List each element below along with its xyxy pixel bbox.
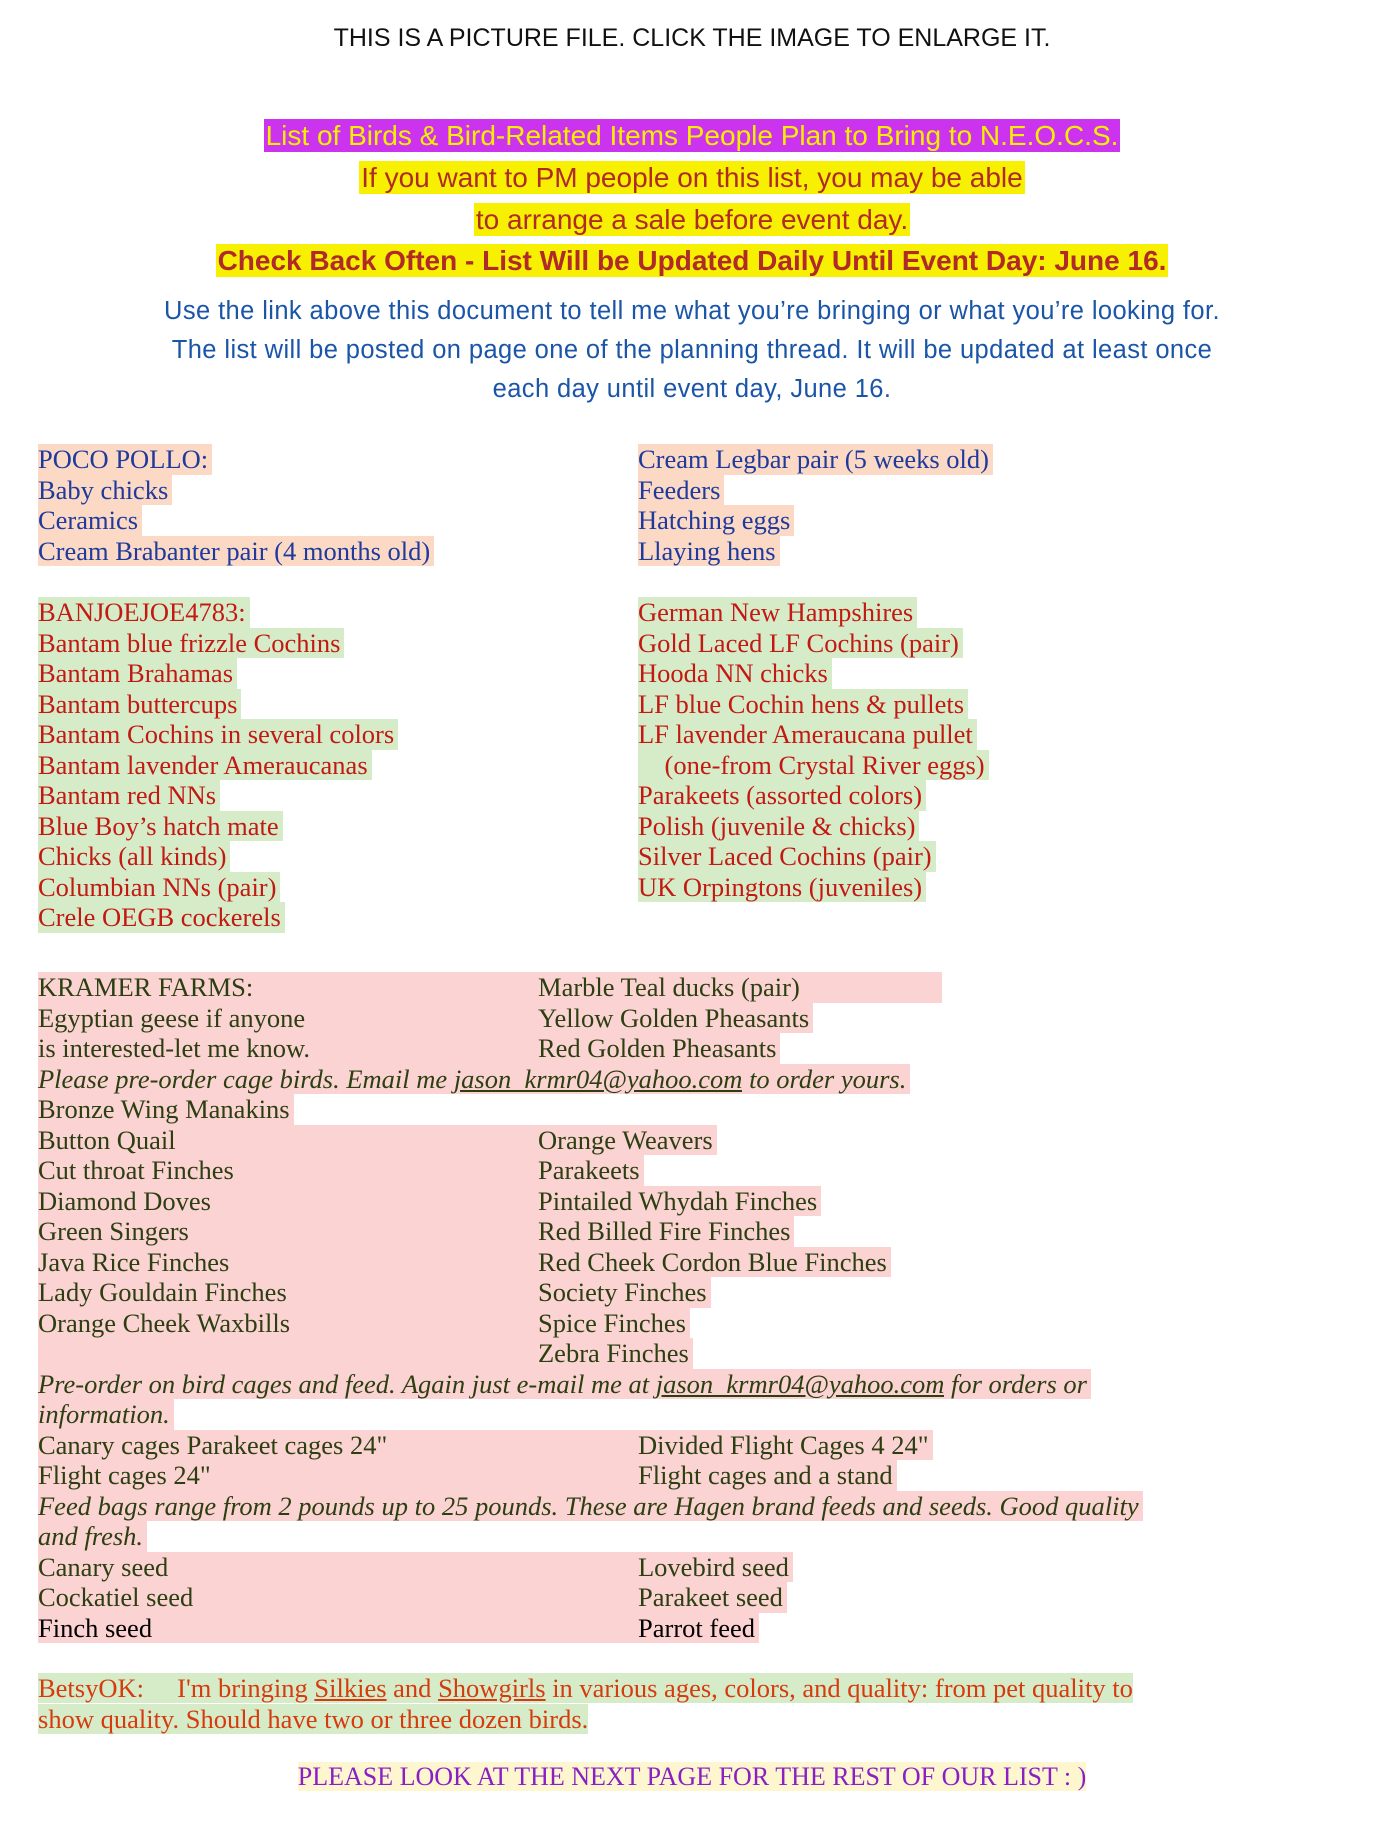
list-item: UK Orpingtons (juveniles) xyxy=(638,872,926,903)
list-item: Yellow Golden Pheasants xyxy=(538,1003,813,1034)
list-item: Blue Boy’s hatch mate xyxy=(38,811,283,842)
next-page-notice xyxy=(0,1762,1384,1792)
feed-note: and fresh. xyxy=(38,1521,147,1552)
preorder-text: to order yours. xyxy=(742,1063,907,1094)
list-item: Chicks (all kinds) xyxy=(38,841,230,872)
list-item: Bantam Brahamas xyxy=(38,658,237,689)
list-item: Bantam Cochins in several colors xyxy=(38,719,398,750)
cages-note-text: Pre-order on bird cages and feed. Again just e-mail me at xyxy=(38,1368,656,1399)
betsy-text: I'm bringing xyxy=(177,1673,315,1703)
seller-name: POCO POLLO: xyxy=(38,444,212,475)
list-item: Parakeets (assorted colors) xyxy=(638,780,926,811)
list-item: Ceramics xyxy=(38,505,142,536)
list-item: Canary seed xyxy=(38,1552,638,1583)
intro-paragraph xyxy=(30,292,1354,409)
intro-line: Use the link above this document to tell me what you’re bringing or what you’re looking for. xyxy=(164,297,1220,325)
seller-name: BetsyOK: xyxy=(38,1673,144,1703)
showgirls-link[interactable]: Showgirls xyxy=(438,1673,546,1703)
list-item: Zebra Finches xyxy=(538,1338,693,1369)
list-item: Divided Flight Cages 4 24" xyxy=(638,1430,933,1461)
email-link[interactable]: jason_krmr04@yahoo.com xyxy=(453,1063,743,1094)
list-item: Columbian NNs (pair) xyxy=(38,872,280,903)
list-item: German New Hampshires xyxy=(638,597,917,628)
list-item: Bantam lavender Ameraucanas xyxy=(38,750,372,781)
list-item: Hatching eggs xyxy=(638,505,794,536)
headline-title xyxy=(0,120,1384,152)
intro-line: The list will be posted on page one of the planning thread. It will be updated at least once xyxy=(171,336,1213,364)
next-page-text: PLEASE LOOK AT THE NEXT PAGE FOR THE REST OF OUR LIST : ) xyxy=(297,1762,1087,1791)
list-item: Flight cages and a stand xyxy=(638,1460,897,1491)
list-item: Parrot feed xyxy=(638,1613,759,1644)
list-item: Parakeets xyxy=(538,1155,644,1186)
list-item: Parakeet seed xyxy=(638,1582,787,1613)
list-item: Finch seed xyxy=(38,1613,638,1644)
list-item: Society Finches xyxy=(538,1277,711,1308)
list-item: Cream Brabanter pair (4 months old) xyxy=(38,536,434,567)
list-item: Gold Laced LF Cochins (pair) xyxy=(638,628,963,659)
headline-pm xyxy=(0,162,1384,194)
list-item: Marble Teal ducks (pair) xyxy=(538,972,942,1003)
list-item: Silver Laced Cochins (pair) xyxy=(638,841,936,872)
list-item: Pintailed Whydah Finches xyxy=(538,1186,821,1217)
list-item: Button Quail xyxy=(38,1125,538,1156)
list-item: Green Singers xyxy=(38,1216,538,1247)
list-item: LF blue Cochin hens & pullets xyxy=(638,689,968,720)
betsy-text: show quality. Should have two or three dozen birds. xyxy=(38,1703,589,1734)
list-item: Orange Cheek Waxbills xyxy=(38,1308,538,1339)
list-item: (one-from Crystal River eggs) xyxy=(638,750,989,781)
headline-sale xyxy=(0,204,1384,236)
list-item: Red Golden Pheasants xyxy=(538,1033,780,1064)
list-item: Bantam buttercups xyxy=(38,689,241,720)
list-item: Hooda NN chicks xyxy=(638,658,832,689)
list-item: Bantam red NNs xyxy=(38,780,220,811)
preorder-note xyxy=(38,1064,910,1095)
list-item: Feeders xyxy=(638,475,724,506)
headline-title-text: List of Birds & Bird-Related Items People Plan to Bring to N.E.O.C.S. xyxy=(265,120,1119,151)
headline-sale-text: to arrange a sale before event day. xyxy=(475,204,909,235)
preorder-text: Please pre-order cage birds. Email me xyxy=(38,1063,454,1094)
list-item: Bronze Wing Manakins xyxy=(38,1094,294,1125)
list-item: Diamond Doves xyxy=(38,1186,538,1217)
list-item: Cream Legbar pair (5 weeks old) xyxy=(638,444,993,475)
list-item: Lady Gouldain Finches xyxy=(38,1277,538,1308)
list-item: Cut throat Finches xyxy=(38,1155,538,1186)
list-item: Flight cages 24" xyxy=(38,1460,638,1491)
seller-name: KRAMER FARMS: xyxy=(38,972,538,1003)
betsy-text: in various ages, colors, and quality: from pet quality to xyxy=(545,1673,1133,1703)
seller-name: BANJOEJOE4783: xyxy=(38,597,250,628)
list-item: Crele OEGB cockerels xyxy=(38,902,285,933)
list-item: Baby chicks xyxy=(38,475,172,506)
list-spacer xyxy=(38,1338,538,1369)
list-item: Lovebird seed xyxy=(638,1552,793,1583)
list-item: Cockatiel seed xyxy=(38,1582,638,1613)
list-item: Polish (juvenile & chicks) xyxy=(638,811,919,842)
headline-pm-text: If you want to PM people on this list, you may be able xyxy=(361,162,1023,193)
betsy-text-gap xyxy=(144,1673,177,1703)
list-item: Spice Finches xyxy=(538,1308,690,1339)
list-item: Egyptian geese if anyone xyxy=(38,1003,538,1034)
cages-note xyxy=(38,1369,1091,1400)
list-item: Llaying hens xyxy=(638,536,780,567)
picture-notice: THIS IS A PICTURE FILE. CLICK THE IMAGE TO ENLARGE IT. xyxy=(333,24,1051,52)
cages-note-text: for orders or xyxy=(944,1368,1087,1399)
list-item: Orange Weavers xyxy=(538,1125,717,1156)
list-item: is interested-let me know. xyxy=(38,1033,538,1064)
list-item: LF lavender Ameraucana pullet xyxy=(638,719,977,750)
list-item: Red Billed Fire Finches xyxy=(538,1216,794,1247)
list-item: Red Cheek Cordon Blue Finches xyxy=(538,1247,891,1278)
headline-updated xyxy=(0,245,1384,277)
cages-note-text: information. xyxy=(38,1399,174,1430)
intro-line: each day until event day, June 16. xyxy=(492,375,892,403)
betsyok-section xyxy=(38,1673,1328,1734)
email-link[interactable]: jason_krmr04@yahoo.com xyxy=(655,1368,945,1399)
silkies-link[interactable]: Silkies xyxy=(314,1673,387,1703)
list-item: Canary cages Parakeet cages 24" xyxy=(38,1430,638,1461)
headline-updated-text: Check Back Often - List Will be Updated Daily Until Event Day: June 16. xyxy=(217,245,1167,276)
list-item: Java Rice Finches xyxy=(38,1247,538,1278)
list-item: Bantam blue frizzle Cochins xyxy=(38,628,344,659)
betsy-text: and xyxy=(386,1673,439,1703)
feed-note: Feed bags range from 2 pounds up to 25 pounds. These are Hagen brand feeds and seeds. Good quality xyxy=(38,1491,1143,1522)
